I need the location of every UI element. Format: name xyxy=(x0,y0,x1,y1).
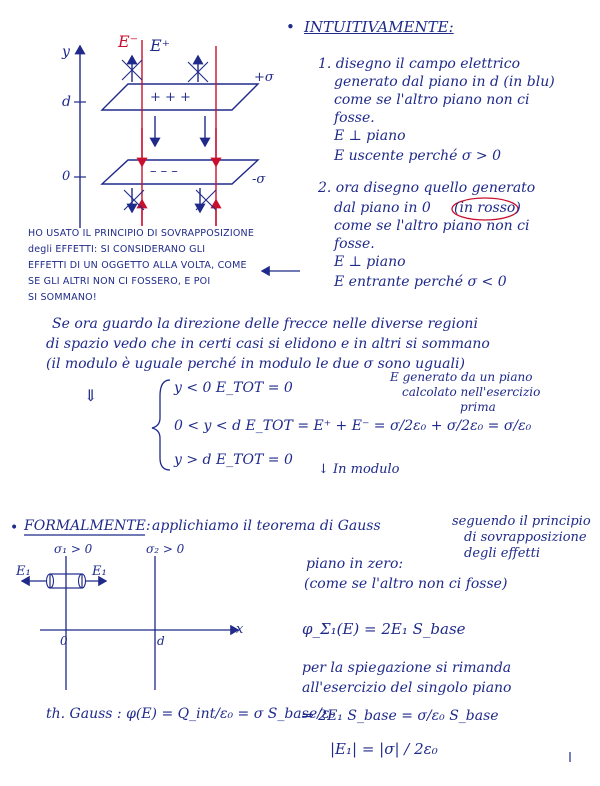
item2-line: dal piano in 0 xyxy=(334,200,431,216)
cancel-mark-4 xyxy=(196,190,216,210)
note-line: degli EFFETTI: SI CONSIDERANO GLI xyxy=(28,244,206,255)
reference-line: all'esercizio del singolo piano xyxy=(302,680,512,696)
region-y-negative: y < 0 E_TOT = 0 xyxy=(174,380,293,396)
paragraph-line: (il modulo è uguale perché in modulo le due σ sono uguali) xyxy=(46,356,465,372)
cancel-mark-3 xyxy=(124,190,144,210)
note-line: HO USATO IL PRINCIPIO DI SOVRAPPOSIZIONE xyxy=(28,228,255,239)
reference-line: per la spiegazione si rimanda xyxy=(302,660,512,676)
formal-heading: FORMALMENTE: xyxy=(24,518,151,534)
flux-equation: φ_Σ₁(E) = 2E₁ S_base xyxy=(302,620,466,638)
zero-label: 0 xyxy=(62,169,71,184)
item1-line: generato dal piano in d (in blu) xyxy=(334,74,555,90)
minus-signs: – – – xyxy=(150,164,178,179)
d-label: d xyxy=(62,94,71,110)
item2-line: 2. ora disegno quello generato xyxy=(318,180,536,196)
e1-result: |E₁| = |σ| / 2ε₀ xyxy=(330,740,438,758)
item2-line: come se l'altro piano non ci xyxy=(334,218,530,234)
e-minus-label: E⁻ xyxy=(118,32,139,51)
item1-line: E uscente perché σ > 0 xyxy=(334,148,502,164)
item1-line: come se l'altro piano non ci xyxy=(334,92,530,108)
regions-note-line: prima xyxy=(460,400,496,414)
formal-right-line: seguendo il principio xyxy=(452,514,591,529)
e1-left-label: E₁ xyxy=(16,564,31,579)
formal-text: applichiamo il teorema di Gauss xyxy=(152,518,381,534)
sigma1-label: σ₁ > 0 xyxy=(54,542,93,556)
y-axis-label: y xyxy=(62,44,70,60)
plane-zero-note: (come se l'altro non ci fosse) xyxy=(304,576,508,592)
origin-label: 0 xyxy=(60,634,68,648)
plus-sigma-label: +σ xyxy=(254,70,274,85)
e1-right-label: E₁ xyxy=(92,564,107,579)
bottom-plate xyxy=(102,160,258,184)
region-between: 0 < y < d E_TOT = E⁺ + E⁻ = σ/2ε₀ + σ/2ε₀ = σ/ε₀ xyxy=(174,418,532,434)
intuitive-heading: INTUITIVAMENTE: xyxy=(304,18,454,36)
in-modulo-label: ↓ In modulo xyxy=(318,462,400,477)
plus-signs: + + + xyxy=(150,90,191,105)
item1-line: 1. disegno il campo elettrico xyxy=(318,56,521,72)
regions-brace xyxy=(152,380,170,470)
x-axis-label: x xyxy=(236,622,244,637)
e-plus-label: E⁺ xyxy=(150,36,171,55)
equality-line: ⇒ 2E₁ S_base = σ/ε₀ S_base xyxy=(302,708,499,724)
note-line: SE GLI ALTRI NON CI FOSSERO, E POI xyxy=(28,276,211,287)
minus-sigma-label: -σ xyxy=(252,172,266,187)
formal-right-line: di sovrapposizione xyxy=(464,530,587,545)
item1-line: E ⊥ piano xyxy=(334,128,406,144)
item2-line: fosse. xyxy=(334,236,375,252)
intuitive-bullet: • xyxy=(286,18,295,36)
regions-note-line: calcolato nell'esercizio xyxy=(402,385,541,399)
down-arrow-symbol: ⇓ xyxy=(84,386,98,405)
item2-line: E entrante perché σ < 0 xyxy=(334,274,507,290)
item2-circled-text: (in rosso) xyxy=(454,200,521,216)
note-line: EFFETTI DI UN OGGETTO ALLA VOLTA, COME xyxy=(28,260,247,271)
sigma2-label: σ₂ > 0 xyxy=(146,542,185,556)
item2-line: E ⊥ piano xyxy=(334,254,406,270)
formal-right-line: degli effetti xyxy=(464,546,540,561)
d-label-2: d xyxy=(157,634,165,648)
formal-bullet: • xyxy=(10,520,19,536)
item1-line: fosse. xyxy=(334,110,375,126)
paragraph-line: Se ora guardo la direzione delle frecce nelle diverse regioni xyxy=(52,316,478,332)
paragraph-line: di spazio vedo che in certi casi si elidono e in altri si sommano xyxy=(46,336,490,352)
regions-note-line: E generato da un piano xyxy=(390,370,533,384)
region-y-above: y > d E_TOT = 0 xyxy=(174,452,293,468)
note-line: SI SOMMANO! xyxy=(28,292,97,303)
plane-zero-title: piano in zero: xyxy=(306,556,404,572)
gauss-theorem: th. Gauss : φ(E) = Q_int/ε₀ = σ S_base/ε₀ xyxy=(46,706,335,722)
